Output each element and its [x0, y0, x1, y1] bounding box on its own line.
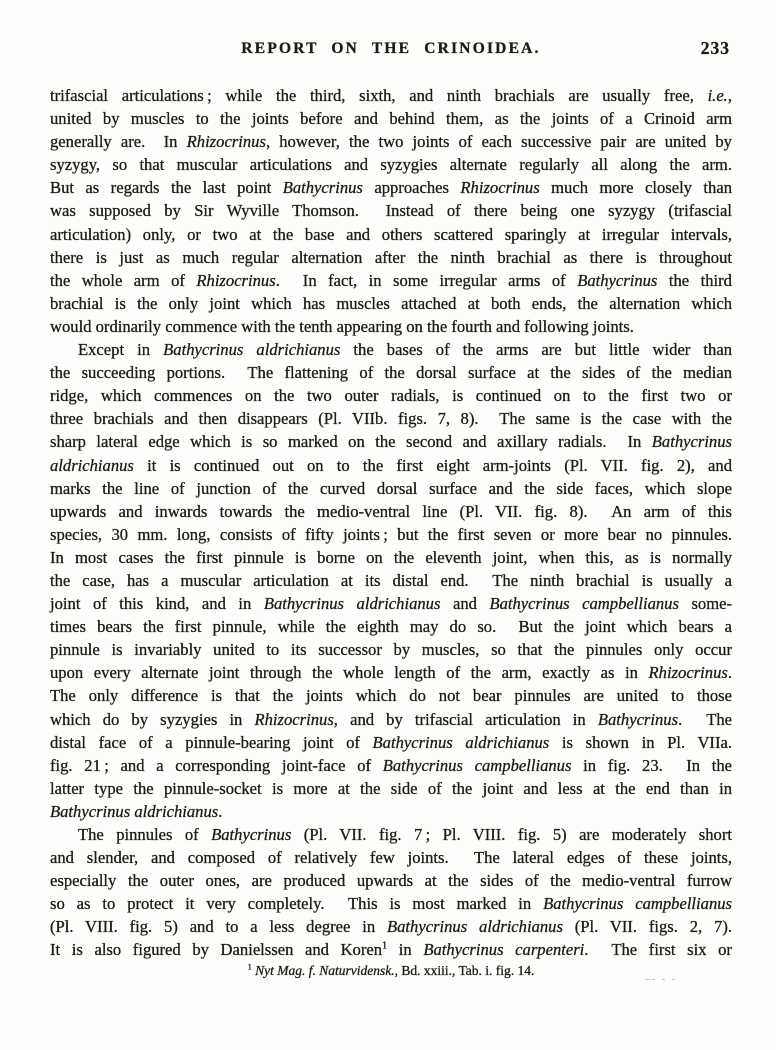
italic-text: Nyt Mag. f. Naturvidensk. — [255, 963, 395, 978]
text-segment: syzygy, so that muscular articulations and syzygies alternate regularly all along the arm. — [50, 155, 732, 175]
text-segment: . The first six or — [584, 940, 732, 960]
text-segment: times bears the first pinnule, while the eighth may do so. But the joint which bears a — [50, 617, 732, 637]
italic-text: Bathycrinus aldrichianus — [50, 801, 219, 821]
text-line — [50, 246, 732, 269]
text-line — [50, 684, 732, 707]
italic-text: Rhizocrinus — [254, 709, 334, 729]
superscript-ref: 1 — [247, 962, 252, 972]
text-segment: But as regards the last point — [50, 178, 283, 198]
text-line — [50, 176, 732, 199]
text-segment: the bases of the arms are but little wider than — [340, 340, 732, 360]
text-segment: united by muscles to the joints before and behind them, as the joints of a Crinoid arm — [50, 109, 732, 129]
italic-text: aldrichianus — [50, 455, 134, 475]
text-segment: . — [727, 663, 732, 683]
text-line — [50, 315, 732, 338]
text-line — [50, 384, 732, 407]
italic-text: Bathycrinus — [577, 270, 658, 290]
text-segment: (Pl. VII. figs. 2, 7). — [562, 917, 732, 937]
page-header — [50, 40, 732, 62]
text-segment: joint of this kind, and in — [50, 594, 264, 614]
text-segment: . In fact, in some irregular arms of — [275, 270, 578, 290]
text-line — [50, 615, 732, 638]
text-segment: the third — [657, 270, 732, 290]
text-segment: three brachials and then disappears (Pl. VIIb. figs. 7, 8). The same is the case with the — [50, 409, 732, 429]
italic-text: Bathycrinus aldrichianus — [372, 732, 550, 752]
text-segment: much more closely than — [539, 178, 732, 198]
text-segment: . — [218, 801, 223, 821]
italic-text: Rhizocrinus — [460, 178, 540, 198]
text-segment: the case, has a muscular articulation at its distal end. The ninth brachial is usually a — [50, 570, 732, 590]
text-segment: would ordinarily commence with the tenth appearing on the fourth and following joints. — [50, 316, 634, 336]
text-line — [50, 430, 732, 453]
italic-text: Bathycrinus campbellianus — [382, 755, 572, 775]
text-segment: it is continued out on to the first eight arm-joints (Pl. VII. fig. 2), and — [133, 455, 732, 475]
text-line — [50, 846, 732, 869]
text-line — [50, 892, 732, 915]
italic-text: Rhizocrinus — [196, 270, 276, 290]
text-line — [50, 800, 732, 823]
italic-text: Bathycrinus aldrichianus — [263, 594, 441, 614]
text-line — [50, 754, 732, 777]
italic-text: Bathycrinus — [651, 432, 732, 452]
text-segment: the whole arm of — [50, 270, 197, 290]
text-line — [50, 523, 732, 546]
text-line — [50, 869, 732, 892]
text-segment: sharp lateral edge which is so marked on the second and axillary radials. In — [50, 432, 652, 452]
italic-text: Rhizocrinus — [186, 132, 266, 152]
text-segment: distal face of a pinnule-bearing joint of — [50, 732, 373, 752]
text-segment: marks the line of junction of the curved dorsal surface and the side faces, which slope — [50, 478, 732, 498]
text-segment: brachial is the only joint which has muscles attached at both ends, the alternation which — [50, 293, 732, 313]
italic-text: Bathycrinus carpenteri — [423, 940, 585, 960]
text-line — [50, 454, 732, 477]
text-line — [50, 292, 732, 315]
text-line — [50, 477, 732, 500]
text-segment: so as to protect it very completely. This is most marked in — [50, 894, 544, 914]
superscript-ref: 1 — [382, 940, 388, 952]
text-segment: The only difference is that the joints which do not bear pinnules are united to those — [50, 686, 732, 706]
text-segment: there is just as much regular alternation after the ninth brachial as there is throughout — [50, 247, 732, 267]
text-line — [50, 592, 732, 615]
text-segment: upwards and inwards towards the medio-ventral line (Pl. VII. fig. 8). An arm of this — [50, 501, 732, 521]
text-segment: upon every alternate joint through the whole length of the arm, exactly as in — [50, 663, 649, 683]
text-line — [50, 569, 732, 592]
text-line — [50, 823, 732, 846]
text-line — [50, 731, 732, 754]
text-segment: is shown in Pl. VIIa. — [549, 732, 732, 752]
text-segment: fig. 21 ; and a corresponding joint-face of — [50, 755, 383, 775]
text-segment: Except in — [78, 340, 164, 360]
text-segment: in — [387, 940, 424, 960]
text-line — [50, 269, 732, 292]
text-line — [50, 407, 732, 430]
text-segment: pinnule is invariably united to its successor by muscles, so that the pinnules only occur — [50, 640, 732, 660]
italic-text: i.e. — [707, 86, 728, 105]
text-line — [50, 361, 732, 384]
text-line — [50, 223, 732, 246]
italic-text: Bathycrinus — [597, 709, 679, 729]
text-segment: , — [727, 86, 732, 105]
text-line — [50, 938, 732, 961]
italic-text: Bathycrinus — [211, 825, 292, 844]
text-segment: trifascial articulations ; while the third, sixth, and ninth brachials are usually free, — [50, 86, 708, 105]
text-segment: (Pl. VIII. fig. 5) and to a less degree in — [50, 917, 387, 937]
text-segment: approaches — [362, 178, 461, 198]
italic-text: Bathycrinus campbellianus — [543, 894, 732, 914]
text-line — [50, 546, 732, 569]
page-number: 233 — [700, 38, 730, 58]
text-line — [50, 107, 732, 130]
text-body — [50, 84, 732, 962]
text-segment: in fig. 23. In the — [571, 755, 733, 775]
text-segment: (Pl. VII. fig. 7 ; Pl. VIII. fig. 5) are moderately short — [291, 825, 732, 844]
text-line — [50, 153, 732, 176]
text-line — [50, 638, 732, 661]
text-segment: and — [440, 594, 490, 614]
text-segment: articulation) only, or two at the base and others scattered sparingly at irregular intervals, — [50, 224, 732, 244]
italic-text: Bathycrinus campbellianus — [489, 594, 679, 614]
text-segment: , Bd. xxiii., Tab. i. fig. 14. — [394, 963, 535, 978]
italic-text: Bathycrinus aldrichianus — [387, 917, 563, 937]
running-title: REPORT ON THE CRINOIDEA. — [241, 40, 541, 57]
text-segment: and slender, and composed of relatively few joints. The lateral edges of these joints, — [50, 848, 732, 868]
text-segment: especially the outer ones, are produced upwards at the sides of the medio-ventral furrow — [50, 871, 732, 891]
text-segment: , and by trifascial articulation in — [333, 709, 598, 729]
text-segment: In most cases the first pinnule is borne on the eleventh joint, when this, as is normally — [50, 547, 732, 567]
text-line — [50, 130, 732, 153]
text-segment: ridge, which commences on the two outer radials, is continued on to the first two or — [50, 386, 732, 406]
text-segment: The pinnules of — [78, 825, 212, 844]
text-line — [50, 338, 732, 361]
italic-text: Bathycrinus — [282, 178, 363, 198]
text-segment: . The — [678, 709, 732, 729]
text-segment: , however, the two joints of each successive pair are united by — [265, 132, 732, 152]
text-line — [50, 915, 732, 938]
footnote — [50, 962, 732, 979]
italic-text: Rhizocrinus — [648, 663, 728, 683]
text-line — [50, 500, 732, 523]
text-line — [50, 708, 732, 731]
text-line — [50, 777, 732, 800]
text-segment: latter type the pinnule-socket is more at the side of the joint and less at the end than in — [50, 778, 732, 798]
italic-text: Bathycrinus aldrichianus — [163, 340, 341, 360]
text-segment: the succeeding portions. The flattening of the dorsal surface at the sides of the median — [50, 363, 732, 383]
text-segment: It is also figured by Danielssen and Koren — [50, 940, 383, 960]
text-segment: generally are. In — [50, 132, 187, 152]
text-segment: species, 30 mm. long, consists of fifty joints ; but the first seven or more bear no pinnules. — [50, 524, 732, 544]
text-segment: was supposed by Sir Wyville Thomson. Instead of there being one syzygy (trifascial — [50, 201, 732, 221]
text-segment: some- — [678, 594, 733, 614]
text-line — [50, 199, 732, 222]
text-line — [50, 661, 732, 684]
text-line — [50, 84, 732, 107]
text-segment: which do by syzygies in — [50, 709, 255, 729]
scan-artifact: –- - - — [645, 974, 677, 985]
